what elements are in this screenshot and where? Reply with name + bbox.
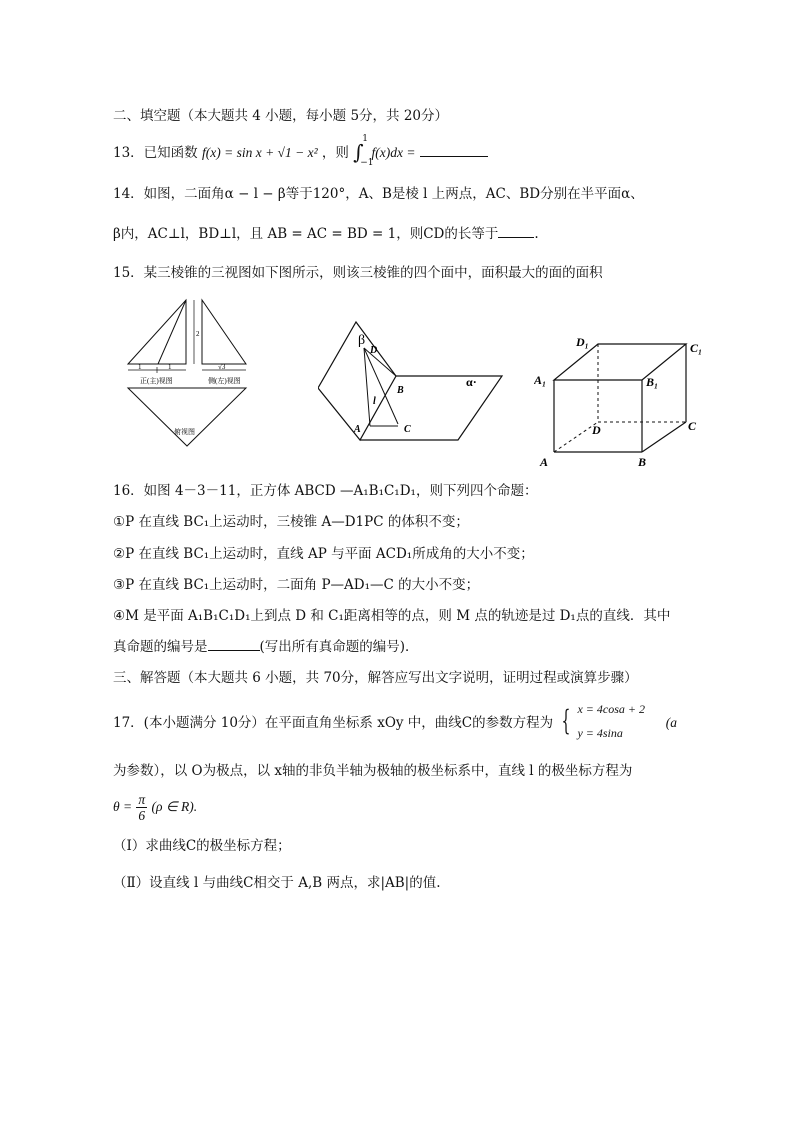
question-16-line-6 [113,635,419,655]
point-b-label: B [397,385,404,396]
question-16-line-5: ④M 是平面 A₁B₁C₁D₁上到点 D 和 C₁距离相等的点，则 M 点的轨迹是过 D₁点的直线．其中 [113,608,671,624]
question-14-line-2 [113,222,539,242]
q16-answer-note: (写出所有真命题的编号)． [259,639,419,655]
q16-answer-prompt: 真命题的编号是 [113,639,208,655]
cube-drawing [534,334,714,468]
question-15: 15．某三棱锥的三视图如下图所示，则该三棱锥的四个面中，面积最大的面的面积 [113,265,603,281]
q13-answer-blank [420,144,488,157]
cube-figure [534,334,714,468]
q13-prefix: 13．已知函数 [113,145,198,161]
q14-answer-blank [498,225,534,238]
pi-over-six [136,792,147,823]
q17-param-tail: (a [665,715,677,730]
vertex-a1-label: A₁ [534,373,547,387]
question-17-part-1: （Ⅰ）求曲线C的极坐标方程； [113,838,291,854]
front-dim-1: 1 [138,363,142,371]
rho-domain: (ρ ∈ R). [151,799,198,814]
three-view-drawing [120,296,255,448]
vertex-b-label: B [638,455,647,468]
point-c-label: C [404,424,411,435]
side-dim: √3 [218,363,226,371]
question-13 [113,133,488,168]
q14-end: . [534,226,539,242]
vertex-c-label: C [688,419,697,433]
vertex-d-label: D [592,423,601,437]
q13-middle: ，则 [321,145,349,161]
vertex-d1-label: D₁ [576,335,589,349]
integral-sign: ∫ 1 −1 [353,133,374,168]
height-dim: 2 [196,330,200,338]
question-17-line-1 [113,701,677,740]
section-3-header: 三、解答题（本大题共 6 小题，共 70分，解答应写出文字说明，证明过程或演算步骤） [113,670,638,686]
point-d-label: D [370,345,378,356]
dihedral-figure [318,318,508,446]
question-17-part-2: （Ⅱ）设直线 l 与曲线C相交于 A,B 两点，求|AB|的值. [113,875,441,891]
beta-label: β [358,333,366,348]
three-view-figure [120,296,255,448]
param-eq-y: y = 4sina [577,725,623,740]
vertex-c1-label: C₁ [690,341,703,355]
integral-upper: 1 [362,133,368,144]
line-l-label: l [373,396,376,407]
point-a-label: A [354,424,361,435]
question-16-line-1: 16．如图 4－3－11，正方体 ABCD —A₁B₁C₁D₁，则下列四个命题： [113,483,538,499]
fraction-numerator: π [138,792,146,807]
question-16-line-4: ③P 在直线 BC₁上运动时，二面角 P—AD₁—C 的大小不变； [113,577,480,593]
theta-eq: θ = [113,799,133,814]
alpha-label: α· [466,375,477,389]
question-14-line-1: 14．如图，二面角α − l − β等于120°，A、B是棱 l 上两点，AC、BD分别在半平面α、 [113,186,644,202]
brace-icon: { [561,703,571,737]
dihedral-drawing [318,318,508,446]
q16-answer-blank [208,638,260,651]
question-17-line-2: 为参数），以 O为极点，以 x轴的非负半轴为极轴的极坐标系中，直线 l 的极坐标方程为 [113,763,633,779]
question-17-polar-eq [113,792,197,823]
section-2-header: 二、填空题（本大题共 4 小题，每小题 5分，共 20分） [113,108,449,124]
front-dim-2: 1 [168,363,172,371]
q13-formula: f(x) = sin x + √1 − x² [201,145,318,160]
integral-lower: −1 [360,157,374,168]
question-16-line-2: ①P 在直线 BC₁上运动时，三棱锥 A—D1PC 的体积不变； [113,514,469,530]
fraction-denominator: 6 [138,808,146,823]
vertex-b1-label: B₁ [646,375,659,389]
q17-intro: 17．(本小题满分 10分）在平面直角坐标系 xOy 中，曲线C的参数方程为 [113,715,554,731]
param-eq-x: x = 4cosa + 2 [577,701,645,716]
side-view-label: 侧(左)视图 [208,377,241,385]
q13-integrand: f(x)dx = [371,145,416,160]
top-view-label: 俯视图 [174,428,195,436]
vertex-a-label: A [540,455,549,468]
parametric-system [557,701,661,740]
front-view-label: 正(主)视图 [140,377,173,385]
q14-text: β内，AC⊥l，BD⊥l，且 AB = AC = BD = 1，则CD的长等于 [113,226,499,242]
question-16-line-3: ②P 在直线 BC₁上运动时，直线 AP 与平面 ACD₁所成角的大小不变； [113,546,534,562]
